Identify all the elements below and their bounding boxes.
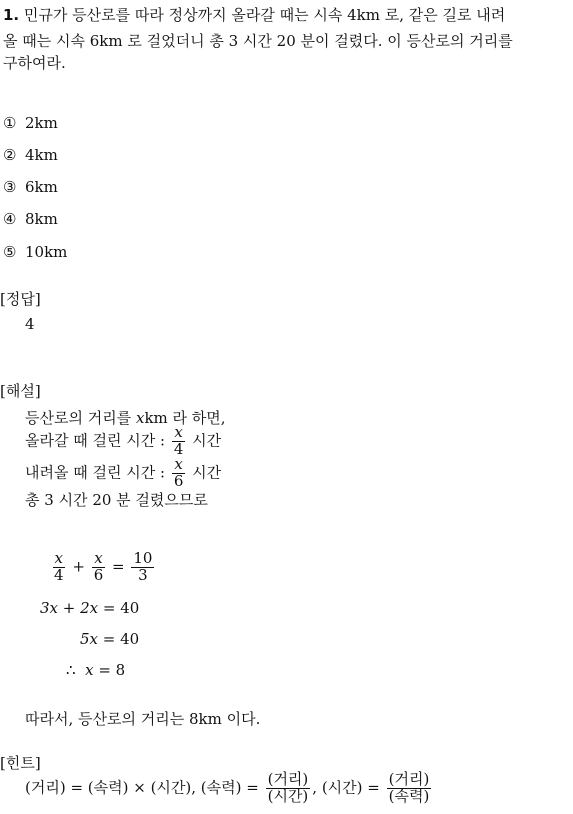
fraction-numerator: x xyxy=(94,549,103,567)
fraction-x-over-4 xyxy=(52,551,66,584)
equals-sign: = xyxy=(112,557,125,576)
explanation-line-2-pre: 올라갈 때 걸린 시간 : xyxy=(25,431,170,450)
fraction-numerator: 10 xyxy=(133,549,153,567)
fraction-numerator: x xyxy=(174,455,183,473)
explanation-label: [해설] xyxy=(0,382,41,400)
explanation-line-2-post: 시간 xyxy=(187,431,222,450)
fraction-x-over-6 xyxy=(172,457,186,490)
option-5-text: 10km xyxy=(25,243,68,261)
fraction-numerator: (거리) xyxy=(388,770,430,788)
option-4[interactable] xyxy=(3,210,58,228)
answer-label: [정답] xyxy=(0,290,41,308)
explanation-line-4: 총 3 시간 20 분 걸렸으므로 xyxy=(25,491,208,509)
fraction-numerator: x xyxy=(174,423,183,441)
option-2-text: 4km xyxy=(25,146,58,164)
option-2-mark: ② xyxy=(3,146,17,164)
equation-3 xyxy=(80,630,139,648)
fraction-distance-over-time xyxy=(266,772,311,805)
fraction-numerator: x xyxy=(54,549,63,567)
equation-4-lhs: x xyxy=(85,661,94,679)
option-3[interactable] xyxy=(3,178,58,196)
equation-2-rhs: = 40 xyxy=(102,599,140,617)
therefore-symbol: ∴ xyxy=(66,661,76,679)
equation-1 xyxy=(50,551,156,584)
hint-part-2: , (시간) = xyxy=(312,778,385,797)
question-line-1 xyxy=(3,4,505,25)
explanation-line-3-pre: 내려올 때 걸린 시간 : xyxy=(25,463,170,482)
question-text-1: 민규가 등산로를 따라 정상까지 올라갈 때는 시속 4km 로, 같은 길로 내려 xyxy=(23,6,506,24)
answer-value: 4 xyxy=(25,315,35,333)
variable-x: x xyxy=(135,409,145,427)
equation-4-rhs: = 8 xyxy=(98,661,126,679)
explanation-line-1-post: km 라 하면, xyxy=(144,409,226,427)
fraction-10-over-3 xyxy=(131,551,154,584)
fraction-numerator: (거리) xyxy=(267,770,309,788)
fraction-denominator: (속력) xyxy=(388,786,430,805)
equation-3-rhs: = 40 xyxy=(102,630,140,648)
hint-label: [힌트] xyxy=(0,754,41,772)
fraction-denominator: 3 xyxy=(138,565,148,584)
hint-formula xyxy=(25,772,433,805)
question-number: 1. xyxy=(3,6,20,24)
option-5[interactable] xyxy=(3,243,67,261)
option-2[interactable] xyxy=(3,146,58,164)
option-5-mark: ⑤ xyxy=(3,243,17,261)
option-3-text: 6km xyxy=(25,178,58,196)
fraction-distance-over-speed xyxy=(387,772,432,805)
option-1[interactable] xyxy=(3,114,58,132)
conclusion: 따라서, 등산로의 거리는 8km 이다. xyxy=(25,710,261,728)
explanation-line-2 xyxy=(25,425,221,458)
fraction-denominator: 4 xyxy=(54,565,64,584)
fraction-denominator: 6 xyxy=(173,471,184,490)
option-1-mark: ① xyxy=(3,114,17,132)
equation-2 xyxy=(40,599,139,617)
fraction-x-over-6 xyxy=(92,551,106,584)
option-4-mark: ④ xyxy=(3,210,17,228)
fraction-denominator: 6 xyxy=(93,565,104,584)
fraction-denominator: (시간) xyxy=(267,786,309,805)
explanation-line-3-post: 시간 xyxy=(187,463,222,482)
fraction-x-over-4 xyxy=(172,425,186,458)
explanation-line-3 xyxy=(25,457,221,490)
explanation-line-1-pre: 등산로의 거리를 xyxy=(25,409,136,427)
option-1-text: 2km xyxy=(25,114,58,132)
question-text-2: 올 때는 시속 6km 로 걸었더니 총 3 시간 20 분이 걸렸다. 이 등산로의 거리를 xyxy=(3,32,513,50)
plus-sign: + xyxy=(72,557,85,576)
fraction-denominator: 4 xyxy=(173,439,184,458)
hint-part-1: (거리) = (속력) × (시간), (속력) = xyxy=(25,778,264,797)
option-4-text: 8km xyxy=(25,210,58,228)
equation-2-lhs: 3x + 2x xyxy=(40,599,99,617)
equation-3-lhs: 5x xyxy=(80,630,99,648)
question-text-3: 구하여라. xyxy=(3,54,66,72)
equation-4 xyxy=(66,661,125,679)
option-3-mark: ③ xyxy=(3,178,17,196)
